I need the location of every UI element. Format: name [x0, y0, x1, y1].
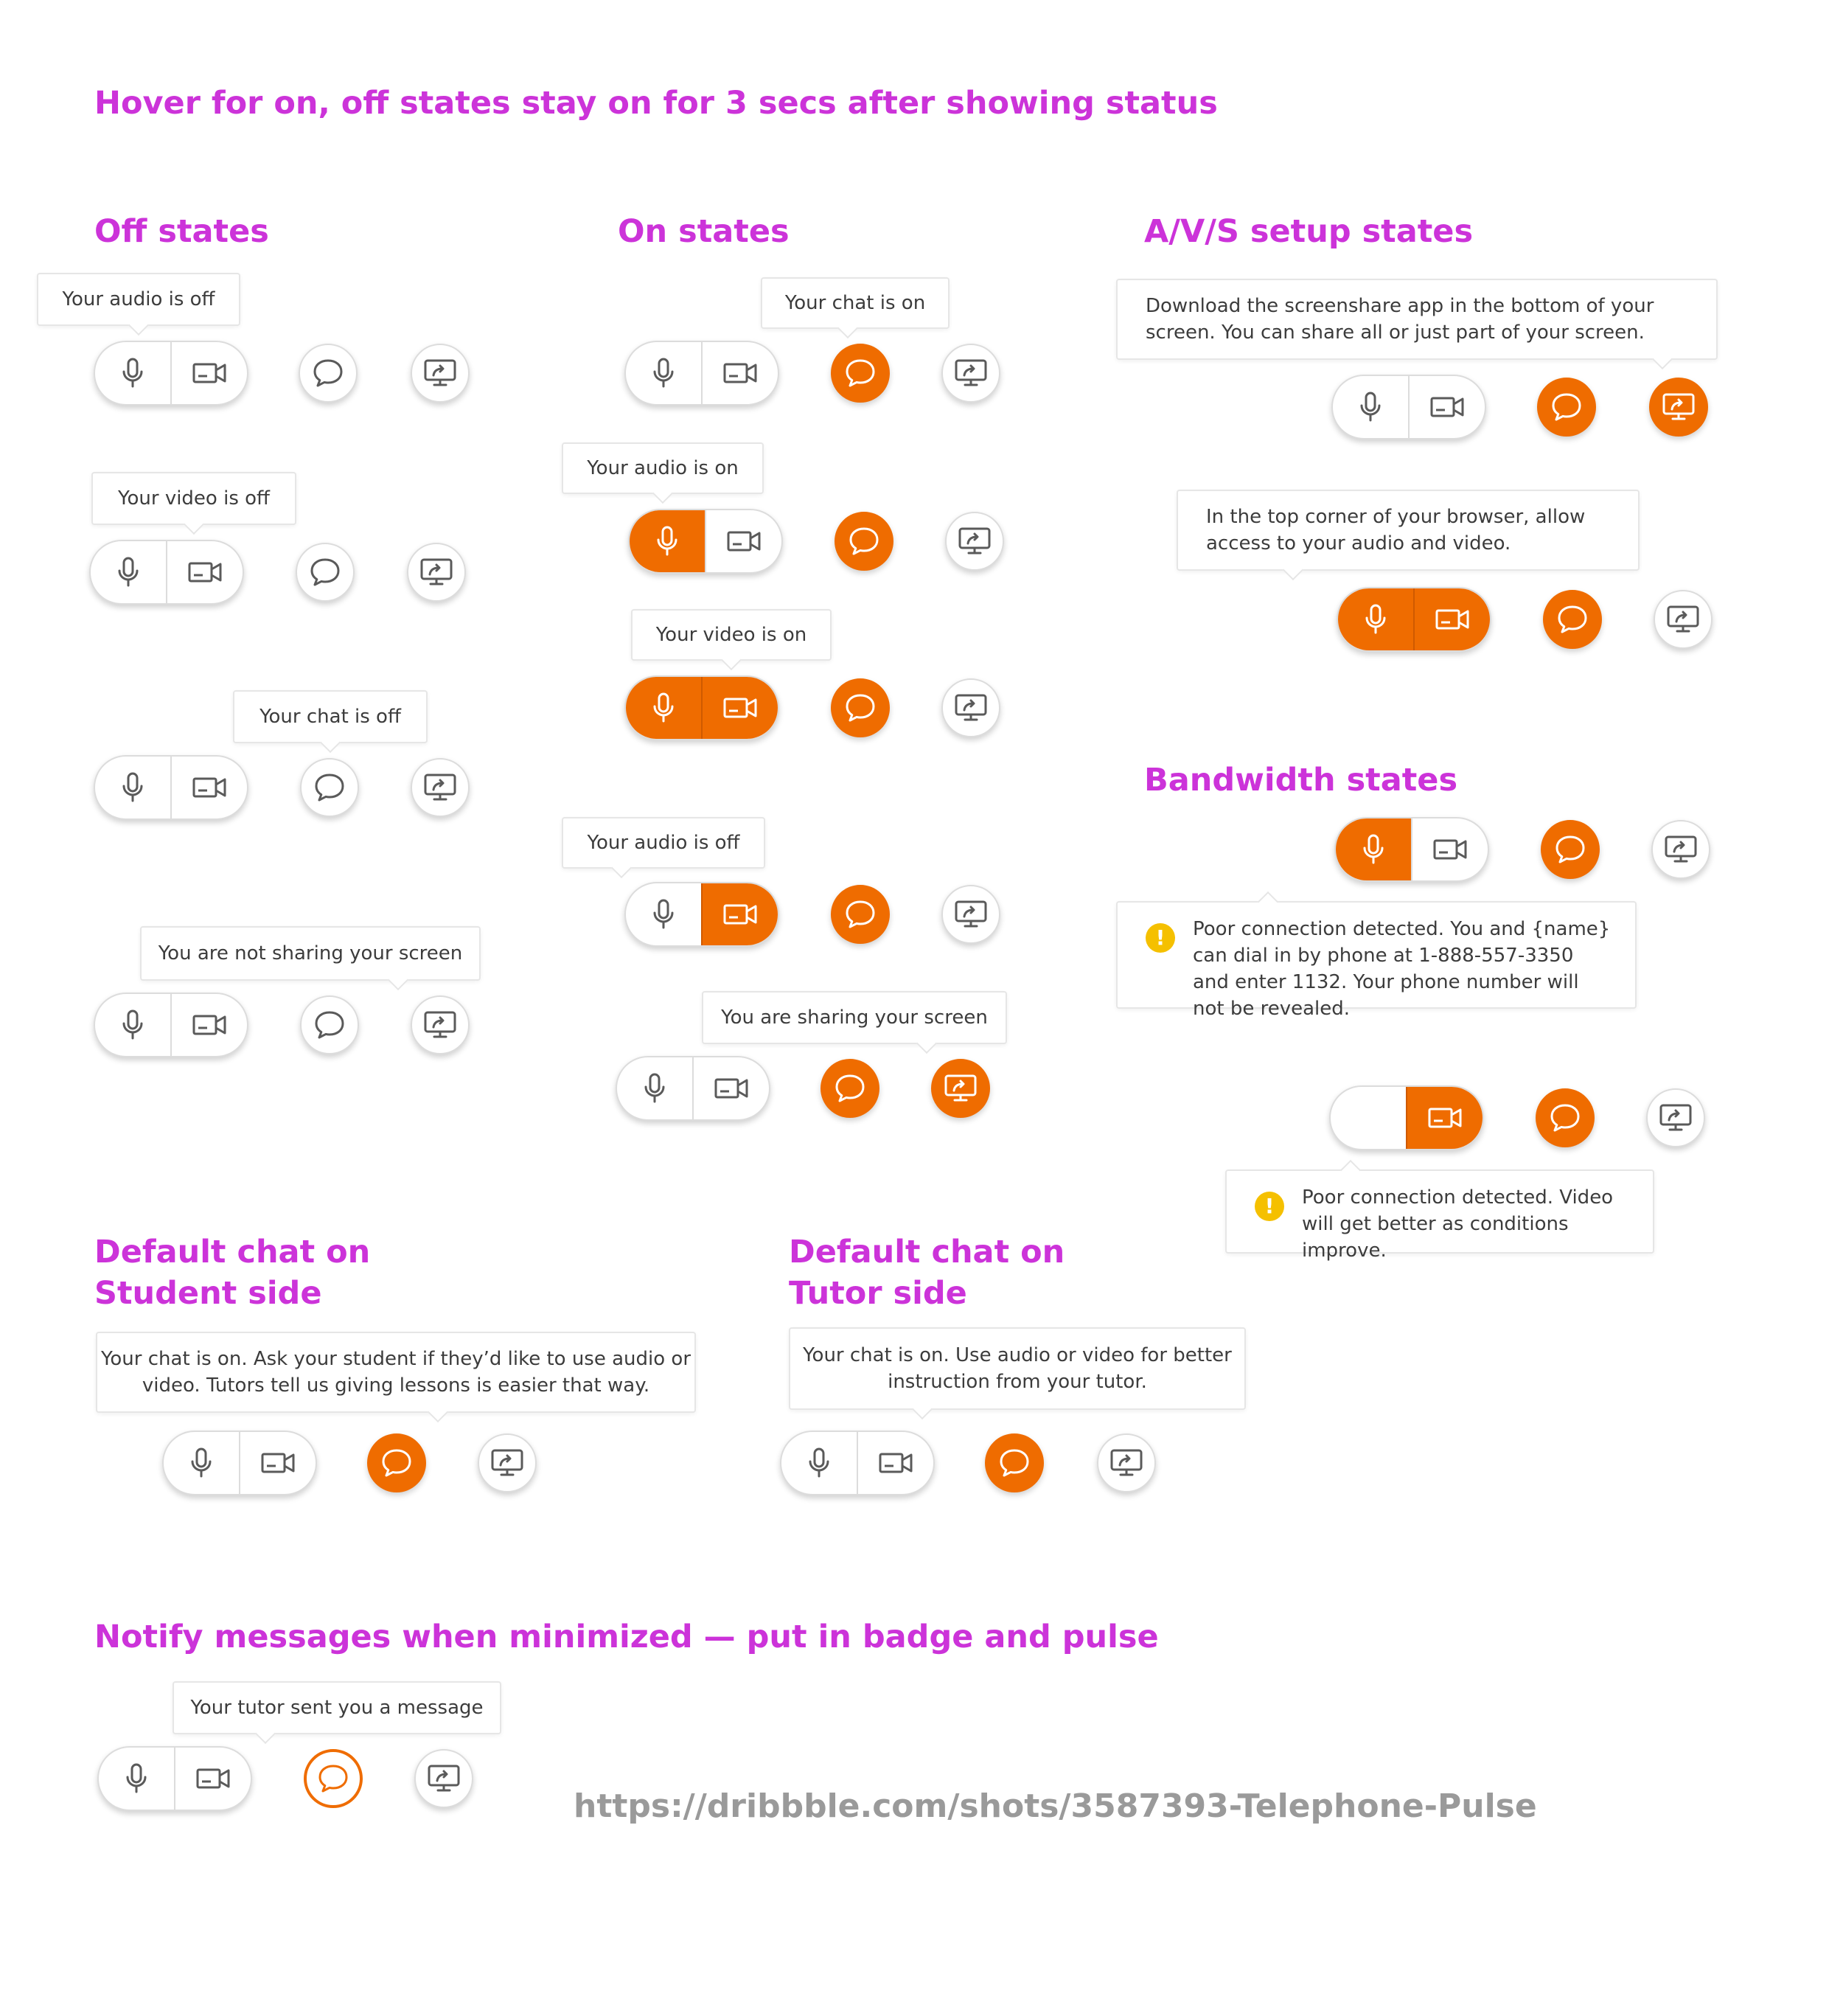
av-pill: [624, 882, 779, 947]
tooltip-screen-on: You are sharing your screen: [702, 991, 1007, 1044]
av-pill: [1331, 375, 1486, 439]
chat-button[interactable]: [299, 344, 358, 403]
screen-share-button[interactable]: [1651, 820, 1710, 879]
av-pill: [162, 1431, 317, 1495]
microphone-icon: [1361, 833, 1386, 866]
audio-toggle[interactable]: [95, 757, 170, 818]
video-camera-icon: [722, 361, 758, 386]
video-camera-icon: [722, 902, 758, 927]
chat-button[interactable]: [1543, 590, 1602, 649]
chat-bubble-icon: [1550, 392, 1583, 423]
tooltip-video-on: Your video is on: [631, 609, 832, 661]
av-pill: [628, 509, 783, 574]
chat-bubble-icon: [844, 358, 877, 389]
screen-share-icon: [953, 899, 989, 930]
microphone-icon: [120, 357, 145, 389]
chat-button[interactable]: [296, 543, 355, 602]
tooltip-audio-off: Your audio is off: [37, 273, 240, 326]
microphone-icon: [651, 692, 676, 724]
chat-button[interactable]: [300, 758, 359, 817]
audio-toggle[interactable]: [617, 1057, 692, 1119]
video-toggle[interactable]: [701, 883, 778, 945]
av-pill: [94, 341, 248, 406]
chat-bubble-icon: [312, 358, 344, 389]
chat-bubble-icon: [380, 1447, 413, 1478]
tooltip-text: Poor connection detected. Video will get better as conditions improve.: [1302, 1186, 1614, 1262]
video-toggle[interactable]: [1411, 818, 1488, 880]
source-link[interactable]: https://dribbble.com/shots/3587393-Telephone-Pulse: [574, 1787, 1537, 1825]
screen-share-icon: [422, 358, 458, 389]
screen-share-button[interactable]: [931, 1059, 990, 1118]
chat-button[interactable]: [831, 344, 890, 403]
avs-setup-heading: A/V/S setup states: [1144, 213, 1474, 250]
page-title: Hover for on, off states stay on for 3 secs after showing status: [94, 85, 1218, 122]
screen-share-icon: [957, 526, 992, 557]
video-toggle[interactable]: [1413, 588, 1490, 650]
video-toggle[interactable]: [705, 510, 781, 572]
av-pill: [1329, 1085, 1484, 1150]
video-toggle[interactable]: [174, 1748, 251, 1810]
screen-share-button[interactable]: [941, 885, 1000, 944]
video-camera-icon: [187, 560, 223, 585]
audio-toggle[interactable]: [626, 677, 701, 739]
audio-toggle[interactable]: [95, 994, 170, 1056]
tooltip-tutor-chat: Your chat is on. Use audio or video for better instruction from your tutor.: [789, 1327, 1246, 1410]
tooltip-poor-connection-phone: [1116, 901, 1637, 1020]
chat-bubble-icon: [1554, 834, 1586, 865]
screen-share-button[interactable]: [478, 1433, 537, 1492]
tooltip-audio-off-2: Your audio is off: [562, 817, 765, 869]
video-camera-icon: [192, 1012, 227, 1037]
chat-button[interactable]: [821, 1059, 879, 1118]
tooltip-browser-access: In the top corner of your browser, allow access to your audio and video.: [1177, 490, 1640, 571]
video-camera-icon: [192, 361, 227, 386]
tooltip-chat-on: Your chat is on: [761, 277, 950, 329]
video-toggle[interactable]: [239, 1432, 316, 1494]
screen-share-button[interactable]: [1646, 1088, 1705, 1147]
chat-bubble-icon: [313, 772, 346, 803]
chat-bubble-icon: [1549, 1102, 1581, 1133]
av-pill: [1334, 817, 1489, 882]
tooltip-screen-off: You are not sharing your screen: [140, 926, 481, 981]
audio-toggle[interactable]: [1333, 376, 1408, 438]
audio-toggle[interactable]: [626, 342, 701, 404]
video-toggle[interactable]: [1408, 376, 1485, 438]
microphone-icon: [1363, 603, 1388, 636]
video-camera-icon: [260, 1450, 296, 1475]
video-camera-icon: [714, 1076, 749, 1101]
off-states-heading: Off states: [94, 213, 269, 250]
audio-toggle[interactable]: [626, 883, 701, 945]
screen-share-icon: [419, 557, 454, 588]
screen-share-button[interactable]: [414, 1749, 473, 1808]
bandwidth-heading: Bandwidth states: [1144, 762, 1458, 799]
screen-share-button[interactable]: [1097, 1433, 1156, 1492]
screen-share-button[interactable]: [941, 344, 1000, 403]
chat-button[interactable]: [367, 1433, 426, 1492]
screen-share-icon: [422, 1009, 458, 1040]
video-toggle[interactable]: [170, 342, 247, 404]
audio-toggle[interactable]: [99, 1748, 174, 1810]
screen-share-button[interactable]: [941, 678, 1000, 737]
chat-button[interactable]: [985, 1433, 1044, 1492]
tutor-chat-heading: Default chat on Tutor side: [789, 1234, 1065, 1312]
tooltip-text: Poor connection detected. You and {name} can dial in by phone at 1-888-557-3350 and enter 1132. Your phone number will not be revealed.: [1193, 918, 1611, 1020]
video-camera-icon: [722, 695, 758, 720]
video-toggle[interactable]: [701, 342, 778, 404]
audio-toggle[interactable]: [1338, 588, 1413, 650]
chat-button[interactable]: [831, 885, 890, 944]
video-toggle[interactable]: [166, 541, 243, 603]
video-toggle[interactable]: [692, 1057, 769, 1119]
screen-share-button[interactable]: [411, 758, 470, 817]
chat-button[interactable]: [1541, 820, 1600, 879]
screen-share-icon: [1658, 1102, 1693, 1133]
screen-share-button[interactable]: [407, 543, 466, 602]
av-pill: [94, 993, 248, 1057]
microphone-icon: [189, 1447, 214, 1479]
chat-button[interactable]: [1537, 378, 1596, 437]
chat-bubble-icon: [844, 692, 877, 723]
microphone-icon: [642, 1072, 667, 1105]
screen-share-icon: [943, 1073, 978, 1104]
video-camera-icon: [195, 1766, 231, 1791]
tooltip-student-chat: Your chat is on. Ask your student if they’d like to use audio or video. Tutors tell us giving lessons is easier that way.: [96, 1332, 696, 1413]
video-toggle[interactable]: [857, 1432, 933, 1494]
microphone-icon: [124, 1762, 149, 1795]
warning-icon: !: [1146, 923, 1175, 953]
chat-bubble-icon: [313, 1009, 346, 1040]
tooltip-screenshare-app: Download the screenshare app in the bottom of your screen. You can share all or just part of your screen.: [1116, 279, 1718, 360]
audio-toggle[interactable]: [91, 541, 166, 603]
audio-toggle[interactable]: [781, 1432, 857, 1494]
av-pill: [624, 675, 779, 740]
chat-button[interactable]: [1536, 1088, 1595, 1147]
video-camera-icon: [1427, 1105, 1463, 1130]
screen-share-icon: [1665, 604, 1701, 635]
screen-share-icon: [953, 692, 989, 723]
audio-toggle[interactable]: [630, 510, 705, 572]
student-chat-heading: Default chat on Student side: [94, 1234, 371, 1312]
video-camera-icon: [1429, 394, 1465, 420]
chat-bubble-icon: [309, 557, 341, 588]
chat-button[interactable]: [304, 1749, 363, 1808]
chat-button[interactable]: [300, 995, 359, 1054]
on-states-heading: On states: [618, 213, 790, 250]
screen-share-icon: [1661, 392, 1696, 423]
screen-share-button[interactable]: [411, 995, 470, 1054]
warning-icon: !: [1255, 1192, 1284, 1221]
av-pill: [89, 540, 244, 605]
video-camera-icon: [192, 775, 227, 800]
tooltip-tutor-message: Your tutor sent you a message: [173, 1681, 501, 1734]
microphone-icon: [120, 771, 145, 804]
screen-share-icon: [426, 1763, 461, 1794]
screen-share-button[interactable]: [1654, 590, 1713, 649]
av-pill: [616, 1056, 770, 1121]
chat-bubble-icon: [834, 1073, 866, 1104]
screen-share-icon: [953, 358, 989, 389]
microphone-icon: [806, 1447, 832, 1479]
tooltip-poor-connection-video: [1225, 1169, 1654, 1262]
screen-share-icon: [1109, 1447, 1144, 1478]
video-toggle[interactable]: [170, 757, 247, 818]
chat-bubble-icon: [998, 1447, 1031, 1478]
av-pill: [624, 341, 779, 406]
screen-share-icon: [490, 1447, 525, 1478]
video-toggle[interactable]: [701, 677, 778, 739]
av-pill: [780, 1431, 935, 1495]
video-toggle[interactable]: [1406, 1087, 1483, 1149]
av-pill: [97, 1746, 252, 1811]
video-camera-icon: [878, 1450, 913, 1475]
audio-toggle[interactable]: [1336, 818, 1411, 880]
screen-share-icon: [1663, 834, 1699, 865]
tooltip-audio-on: Your audio is on: [562, 442, 764, 494]
microphone-icon: [651, 357, 676, 389]
chat-bubble-icon: [1556, 604, 1589, 635]
tooltip-video-off: Your video is off: [91, 472, 296, 525]
microphone-icon: [651, 898, 676, 931]
screen-share-button[interactable]: [411, 344, 470, 403]
tooltip-chat-off: Your chat is off: [233, 690, 428, 743]
chat-button[interactable]: [831, 678, 890, 737]
video-toggle[interactable]: [170, 994, 247, 1056]
video-camera-icon: [1435, 607, 1470, 632]
video-camera-icon: [726, 529, 762, 554]
microphone-icon: [655, 525, 680, 557]
notify-heading: Notify messages when minimized — put in badge and pulse: [94, 1619, 1159, 1655]
video-camera-icon: [1432, 837, 1468, 862]
chat-button[interactable]: [835, 512, 893, 571]
av-pill: [1337, 587, 1491, 652]
microphone-icon: [116, 556, 141, 588]
screen-share-icon: [422, 772, 458, 803]
chat-bubble-icon: [844, 899, 877, 930]
audio-toggle[interactable]: [95, 342, 170, 404]
microphone-icon: [120, 1009, 145, 1041]
audio-toggle[interactable]: [164, 1432, 239, 1494]
screen-share-button[interactable]: [1649, 378, 1708, 437]
av-pill: [94, 755, 248, 820]
microphone-icon: [1358, 391, 1383, 423]
screen-share-button[interactable]: [945, 512, 1004, 571]
audio-toggle[interactable]: [1331, 1087, 1406, 1149]
chat-bubble-icon: [317, 1763, 349, 1794]
chat-bubble-icon: [848, 526, 880, 557]
